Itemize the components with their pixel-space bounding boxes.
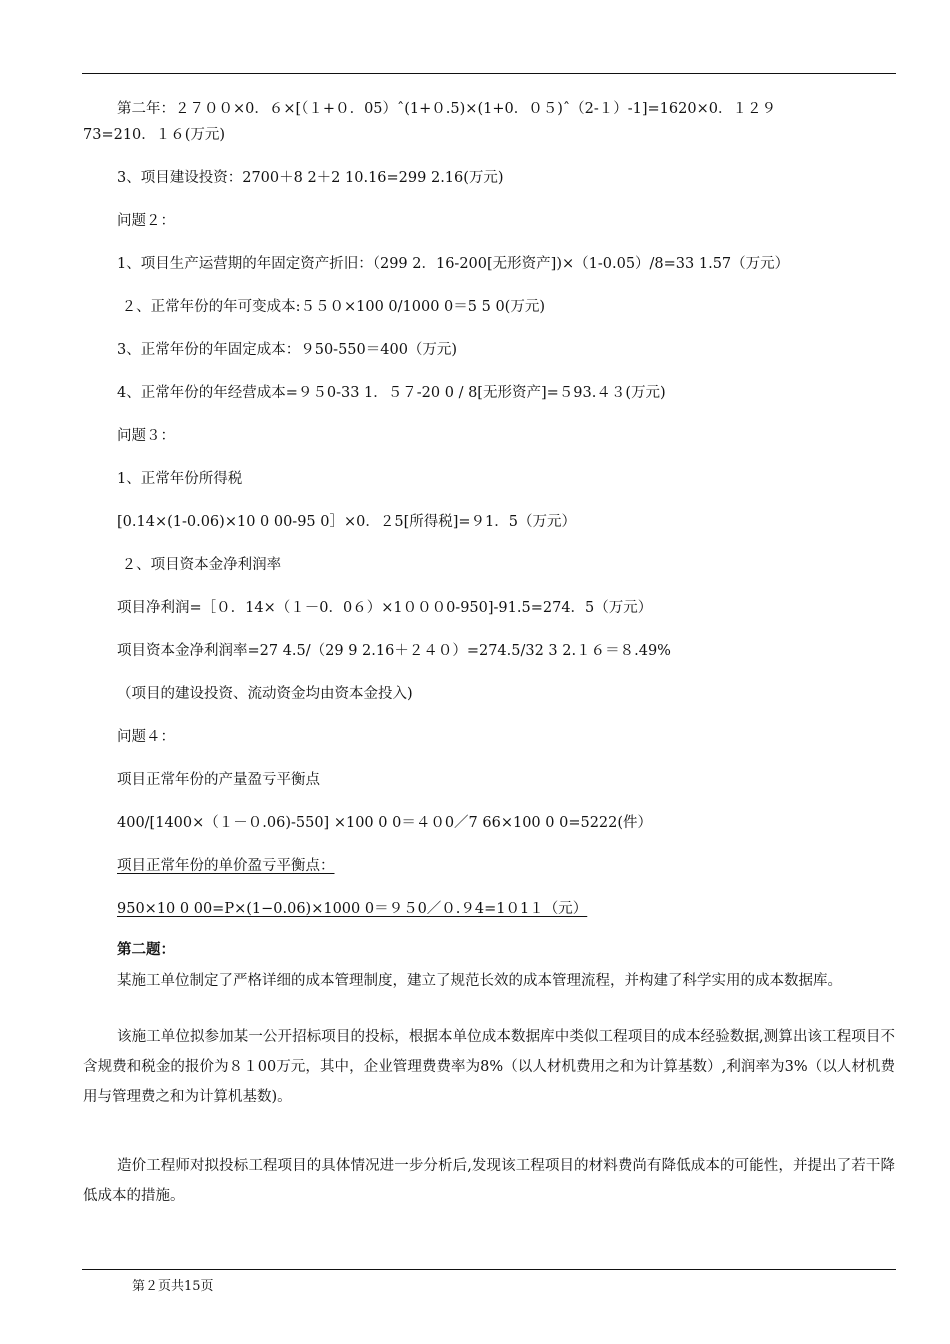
paragraph-cost-reduction: 造价工程师对拟投标工程项目的具体情况进一步分析后,发现该工程项目的材料费尚有降低成本的可能性，并提出了若干降低成本的措施。 [83, 1158, 895, 1204]
text-line-variable-cost: ２、正常年份的年可变成本:５５０×100 0/1000 0＝5 5 0(万元) [117, 299, 545, 315]
paragraph-cost-management: 某施工单位制定了严格详细的成本管理制度，建立了规范长效的成本管理流程，并构建了科学实用的成本数据库。 [117, 973, 842, 989]
page-number: 第２页共15页 [132, 1279, 214, 1294]
text-line-net-profit-rate-heading: ２、项目资本金净利润率 [117, 557, 282, 573]
text-line-depreciation: 1、项目生产运营期的年固定资产折旧：（299 2．16-200[无形资产])×（1-0.05）/8=33 1.57（万元） [117, 256, 790, 272]
text-line-price-breakeven-formula: 950×10 0 00=P×(1−0.06)×1000 0＝９５0／０.９4=1０1１（元） [117, 901, 588, 917]
question-4-label: 问题４： [117, 729, 175, 745]
text-line-capital-note: （项目的建设投资、流动资金均由资本金投入) [117, 686, 413, 702]
question-2-label: 问题２： [117, 213, 175, 229]
text-line-output-breakeven-heading: 项目正常年份的产量盈亏平衡点 [117, 772, 320, 788]
text-line-second-year: 第二年：２７００×0．６×[（１+０．05）ˆ(1+０.5)×(1+0．０５)ˆ（2-１）-1]=1620×0．１２９ [117, 101, 776, 117]
paragraph-bid-quote: 该施工单位拟参加某一公开招标项目的投标，根据本单位成本数据库中类似工程项目的成本经验数据,测算出该工程项目不含规费和税金的报价为８１00万元，其中，企业管理费费率为8%（以人材机费用之和为计算基数）,利润率为3%（以人材机费用与管理费之和为计算机基数)。 [83, 1029, 895, 1105]
text-line-income-tax-heading: 1、正常年份所得税 [117, 471, 243, 487]
text-line-second-year-cont: 73=210．１６(万元) [83, 127, 226, 143]
text-line-income-tax-formula: [0.14×(1-0.06)×10 0 00-95 0］×0．２5[所得税]=９1．5（万元） [117, 514, 577, 530]
text-line-operating-cost: 4、正常年份的年经营成本=９５0-33 1．５７-20 0 / 8[无形资产]=５93.４３(万元) [117, 385, 666, 401]
section-title: 第二题： [117, 941, 175, 958]
question-3-label: 问题３： [117, 428, 175, 444]
text-line-output-breakeven-formula: 400/[1400×（１－０.06)-550] ×100 0 0＝４０0／7 66×100 0 0=5222(件） [117, 815, 653, 831]
text-line-fixed-cost: 3、正常年份的年固定成本：９50-550＝400（万元) [117, 342, 458, 358]
text-line-net-profit: 项目净利润=［０．14×（１－0．0６）×1０００0-950]-91.5=274．5（万元） [117, 600, 653, 616]
text-line-net-profit-rate: 项目资本金净利润率=27 4.5/（29 9 2.16＋２４０）=274.5/32 3 2.１６＝８.49% [117, 643, 671, 659]
header-rule [82, 73, 896, 74]
text-line-price-breakeven-heading: 项目正常年份的单价盈亏平衡点： [117, 858, 335, 874]
text-line-construction-investment: 3、项目建设投资：2700＋8 2＋2 10.16=299 2.16(万元) [117, 170, 504, 186]
footer-rule [82, 1269, 896, 1270]
